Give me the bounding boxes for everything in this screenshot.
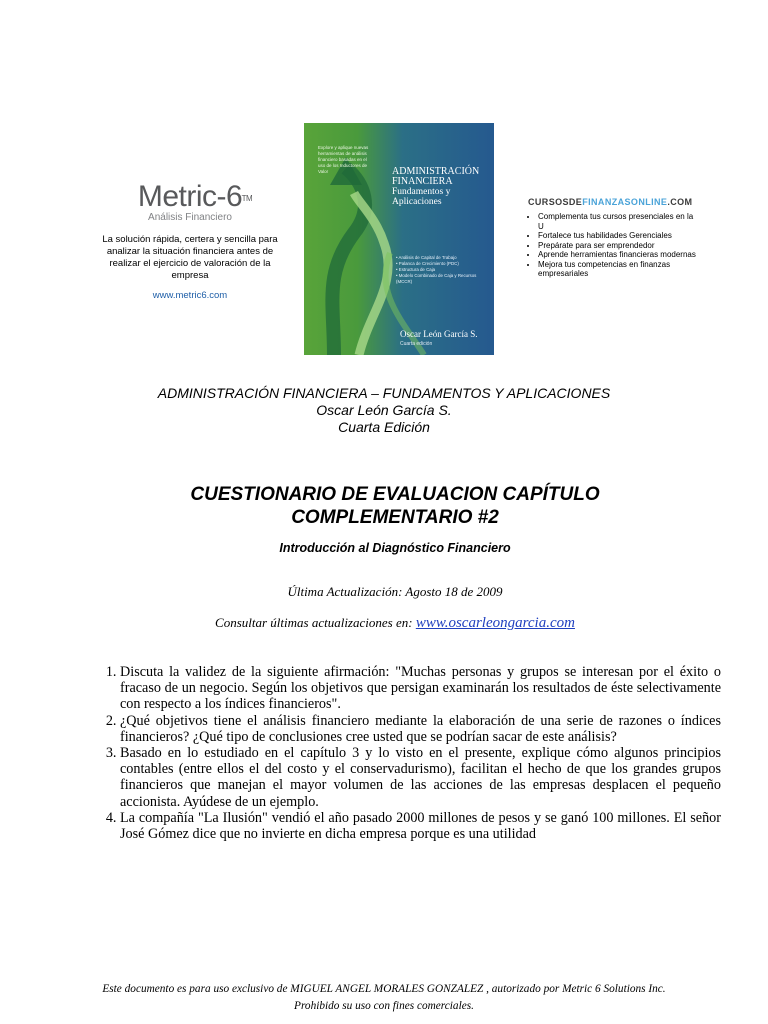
cursos-ad [528,197,698,279]
book-title [392,167,488,207]
question-item: 3. Basado en lo estudiado en el capítulo 3 y lo visto en el presente, explique cómo algunos principios contables (entre ellos el del costo y el conservadurismo), facilitan el hecho de que los grandes grupos financieros que manejan el mayor volumen de las acciones de las empresas desplacen el pequeño accionista. Ayúdese de un ejemplo. [120,745,721,810]
metric6-description: La solución rápida, certera y sencilla para analizar la situación financiera antes de realizar el ejercicio de valoración de la empresa [102,234,278,281]
cursos-brand[interactable]: CURSOSDEFINANZASONLINE.COM [528,197,693,207]
metric6-url[interactable]: www.metric6.com [152,290,228,301]
questionnaire-title-line2: COMPLEMENTARIO #2 [291,507,499,528]
book-bullet: • Estructura de Caja [396,267,436,272]
metric6-tm: TM [241,194,253,203]
book-bullet: • Palanca de Crecimiento (PDC) [396,261,459,266]
cursos-item: • Fortalece tus habilidades Gerenciales [538,231,698,241]
questionnaire-subtitle: Introducción al Diagnóstico Financiero [279,541,511,555]
last-update: Última Actualización: Agosto 18 de 2009 [287,584,503,599]
book-blurb: Explore y aplique nuevas herramientas de análisis financiero basadas en el uso de los Inductores de Valor [318,145,369,174]
book-header-author: Oscar León García S. [316,402,452,418]
questionnaire-title [0,483,768,529]
question-list [96,664,721,842]
question-item: 1. Discuta la validez de la siguiente afirmación: "Muchas personas y grupos se interesan por el éxito o fracaso de un negocio. Según los objetivos que persigan examinarán los resultados de éste selectivamente con respecto a los índices financieros". [120,664,721,713]
book-title-main: ADMINISTRACIÓN FINANCIERA [392,166,480,187]
metric6-ad [100,182,280,301]
cursos-item: • Mejora tus competencias en finanzas empresariales [538,260,698,279]
question-item: 4. La compañía "La Ilusión" vendió el año pasado 2000 millones de pesos y se ganó 100 millones. El señor José Gómez dice que no invierte en dicha empresa porque es una utilidad [120,810,721,842]
consult-label: Consultar últimas actualizaciones en: [215,615,413,630]
footer-notice [0,981,768,1015]
book-bullet: • Análisis de Capital de Trabajo [396,255,457,260]
consult-line [0,615,768,632]
cursos-item: • Complementa tus cursos presenciales en la U [538,212,698,231]
cursos-item: • Aprende herramientas financieras modernas [538,250,698,260]
book-header-title: ADMINISTRACIÓN FINANCIERA – FUNDAMENTOS Y APLICACIONES [157,385,611,401]
book-header-edition: Cuarta Edición [338,419,430,435]
book-cover-image [304,123,494,355]
cursos-item: • Prepárate para ser emprendedor [538,241,698,251]
metric6-tagline: Análisis Financiero [148,212,232,223]
book-title-sub: Fundamentos y Aplicaciones [392,187,451,207]
book-edition: Cuarta edición [400,341,433,347]
metric6-logo-text: Metric-6 [137,180,243,213]
metric6-logo [137,180,253,213]
book-author: Oscar León García S. [400,329,478,339]
cursos-list [528,212,698,279]
book-bullet: • Modelo Combinado de Caja y Recursos (MCCR) [396,273,477,284]
consult-link[interactable]: www.oscarleongarcia.com [415,615,575,631]
footer-line2: Prohibido su uso con fines comerciales. [294,1000,474,1012]
question-item: 2. ¿Qué objetivos tiene el análisis financiero mediante la elaboración de una serie de razones o índices financieros? ¿Qué tipo de conclusiones cree usted que se podrían sacar de este análisis? [120,713,721,745]
book-bullets [396,255,486,285]
questionnaire-title-line1: CUESTIONARIO DE EVALUACION CAPÍTULO [190,484,600,505]
footer-line1: Este documento es para uso exclusivo de MIGUEL ANGEL MORALES GONZALEZ , autorizado por Metric 6 Solutions Inc. [102,983,666,995]
